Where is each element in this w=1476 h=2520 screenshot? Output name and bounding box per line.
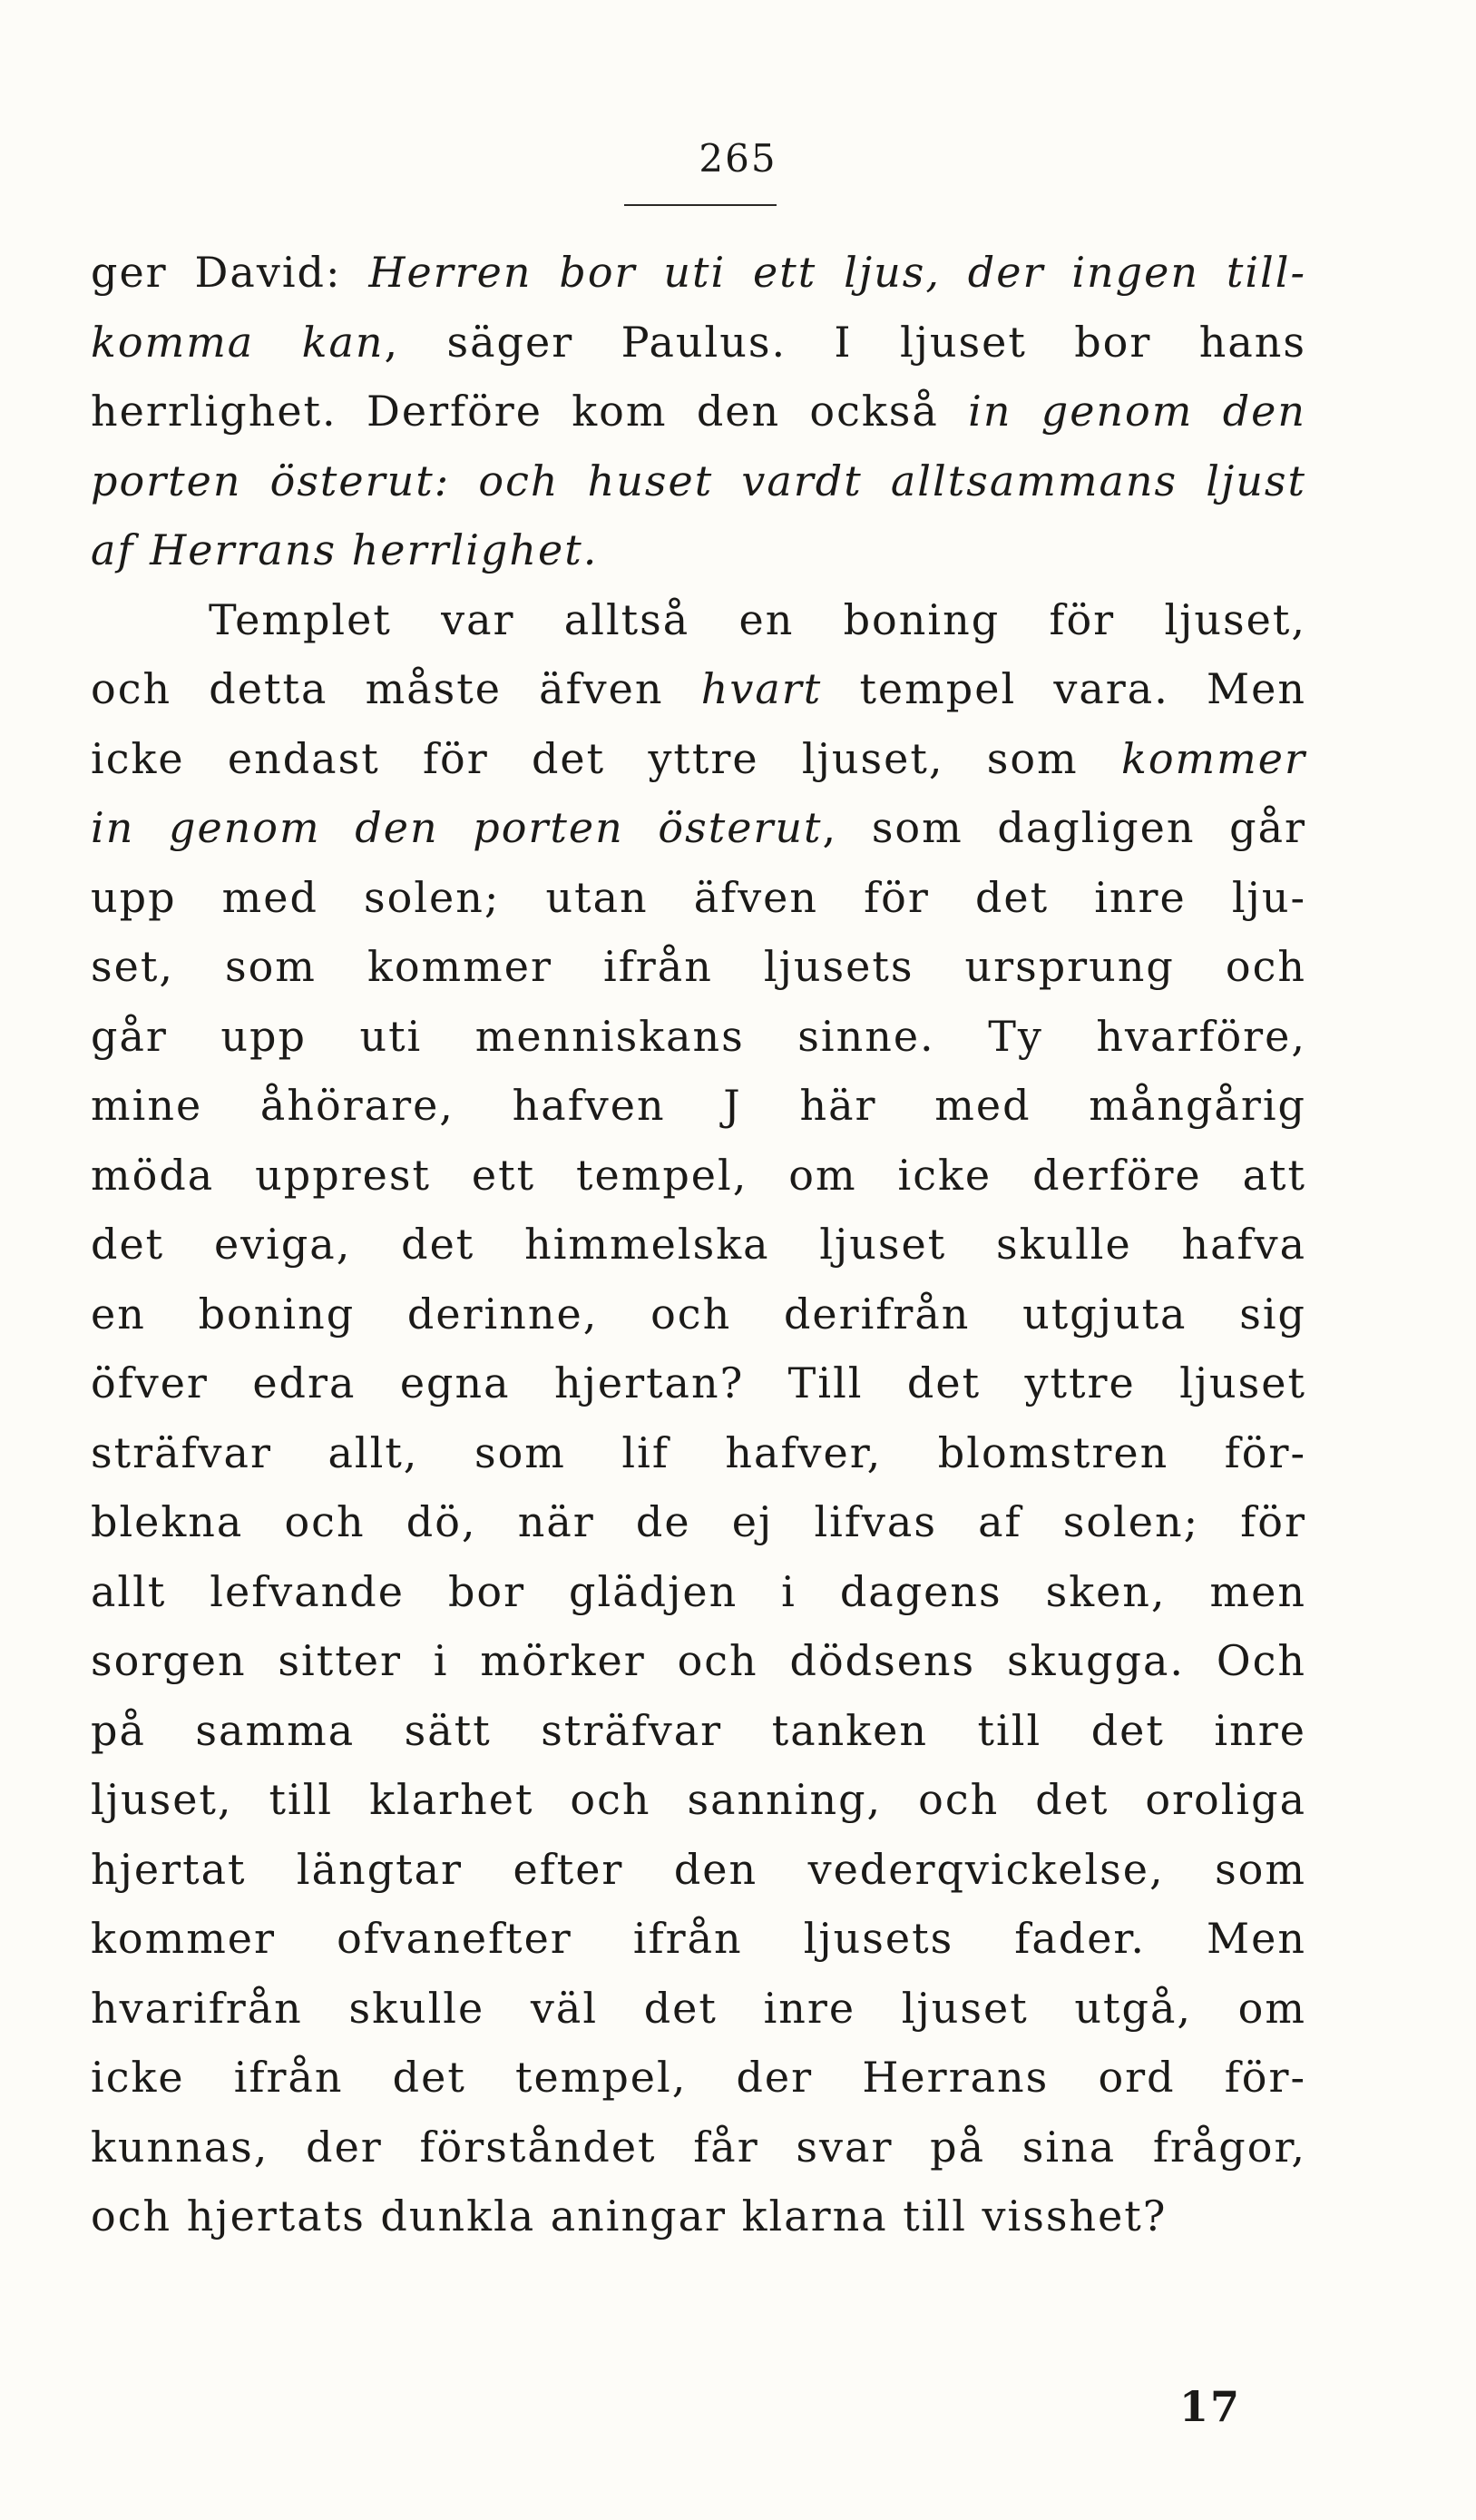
text-line <box>91 446 1306 516</box>
text-segment: hvarifrån skulle väl det inre ljuset utgå, om <box>91 1983 1306 2033</box>
text-line <box>91 724 1306 794</box>
text-line <box>91 1557 1306 1627</box>
text-segment: set, som kommer ifrån ljusets ursprung och <box>91 942 1306 991</box>
text-line <box>91 1071 1306 1141</box>
page-number: 265 <box>699 136 777 181</box>
text-segment: det eviga, det himmelska ljuset skulle hafva <box>91 1220 1306 1269</box>
text-segment: sträfvar allt, som lif hafver, blomstren för- <box>91 1427 1306 1477</box>
italic-text: kommer <box>1120 733 1306 783</box>
text-segment: och hjertats dunkla aningar klarna till visshet? <box>91 2192 1168 2241</box>
text-line <box>91 377 1306 446</box>
text-line <box>91 238 1306 308</box>
text-line <box>91 585 1306 655</box>
text-segment: på samma sätt sträfvar tanken till det inre <box>91 1705 1306 1755</box>
text-segment: Templet var alltså en boning för ljuset, <box>209 594 1306 644</box>
text-line <box>91 932 1306 1002</box>
italic-text: hvart <box>700 664 823 713</box>
text-line <box>91 1765 1306 1835</box>
text-line <box>91 515 1306 585</box>
text-line <box>91 1626 1306 1696</box>
text-segment: sorgen sitter i mörker och dödsens skugga. Och <box>91 1636 1306 1685</box>
italic-text: af Herrans herrlighet. <box>91 525 599 574</box>
text-segment: en boning derinne, och derifrån utgjuta sig <box>91 1289 1306 1338</box>
text-line <box>91 863 1306 933</box>
text-line <box>91 1348 1306 1418</box>
text-line <box>91 1210 1306 1280</box>
text-line <box>91 1904 1306 1974</box>
text-line <box>91 2113 1306 2182</box>
text-line <box>91 1141 1306 1211</box>
text-line <box>91 2182 1306 2251</box>
text-line <box>91 1696 1306 1766</box>
text-segment: ger David: <box>91 248 369 297</box>
body-text <box>91 238 1306 2251</box>
italic-text: in genom den <box>968 387 1306 436</box>
text-segment: blekna och dö, när de ej lifvas af solen; för <box>91 1497 1306 1546</box>
text-line <box>91 1974 1306 2044</box>
text-segment: icke ifrån det tempel, der Herrans ord för- <box>91 2053 1306 2102</box>
text-segment: hjertat längtar efter den vederqvickelse, som <box>91 1844 1306 1894</box>
text-segment: herrlighet. Derföre kom den också <box>91 387 969 436</box>
text-line <box>91 654 1306 724</box>
text-segment: , säger Paulus. I ljuset bor hans <box>384 317 1307 367</box>
text-segment: öfver edra egna hjertan? Till det yttre ljuset <box>91 1358 1306 1407</box>
text-line <box>91 1418 1306 1488</box>
text-line <box>91 308 1306 378</box>
text-line <box>91 1487 1306 1557</box>
text-segment: ljuset, till klarhet och sanning, och det oroliga <box>91 1775 1306 1824</box>
text-segment: allt lefvande bor glädjen i dagens sken, men <box>91 1566 1306 1616</box>
text-line <box>91 793 1306 863</box>
italic-text: porten österut: och huset vardt alltsammans ljust <box>91 456 1306 505</box>
header-rule <box>624 204 777 206</box>
text-line <box>91 1002 1306 1072</box>
signature-mark: 17 <box>1179 2382 1242 2431</box>
text-segment: tempel vara. Men <box>822 664 1306 713</box>
text-segment: kunnas, der förståndet får svar på sina frågor, <box>91 2122 1306 2172</box>
text-segment: möda upprest ett tempel, om icke derföre att <box>91 1150 1306 1200</box>
text-segment: går upp uti menniskans sinne. Ty hvarföre, <box>91 1011 1306 1061</box>
text-segment: mine åhörare, hafven J här med mångårig <box>91 1081 1306 1130</box>
text-line <box>91 1835 1306 1905</box>
text-segment: icke endast för det yttre ljuset, som <box>91 733 1121 783</box>
text-segment: upp med solen; utan äfven för det inre lju- <box>91 872 1306 922</box>
italic-text: Herren bor uti ett ljus, der ingen till- <box>368 248 1306 297</box>
text-segment: och detta måste äfven <box>91 664 701 713</box>
text-line <box>91 1280 1306 1349</box>
italic-text: in genom den porten österut <box>91 803 823 852</box>
text-segment: , som dagligen går <box>822 803 1306 852</box>
text-line <box>91 2043 1306 2113</box>
text-segment: kommer ofvanefter ifrån ljusets fader. Men <box>91 1914 1306 1963</box>
italic-text: komma kan <box>91 317 385 367</box>
